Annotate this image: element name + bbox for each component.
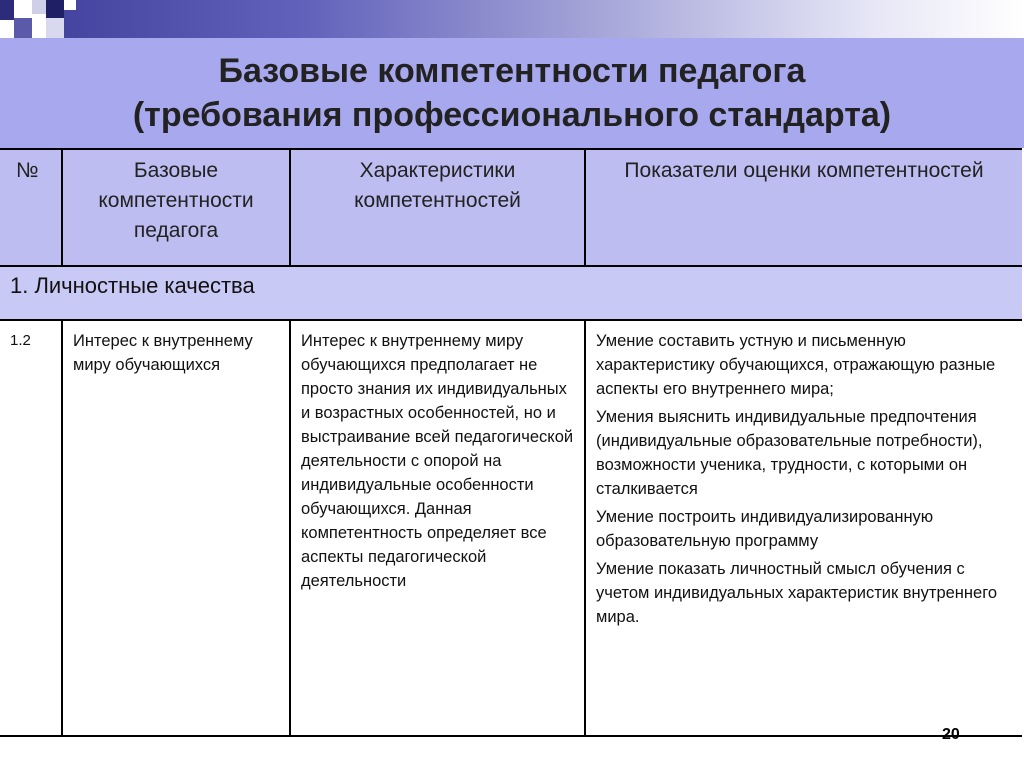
page-number: 20 — [942, 726, 960, 743]
decor-square — [14, 0, 32, 18]
decor-square — [32, 0, 46, 14]
page-title: Базовые компетентности педагога — [218, 52, 806, 90]
page-subtitle: (требования профессионального стандарта) — [132, 96, 892, 134]
table-header-row — [0, 149, 1022, 266]
decor-square — [0, 20, 14, 38]
table-row — [0, 320, 1022, 736]
decor-square — [46, 0, 64, 18]
title-area — [0, 38, 1024, 148]
section-row — [0, 266, 1022, 320]
row-characteristics: Интерес к внутреннему миру обучающихся предполагает не просто знания их индивидуальных и возрастных особенностей, но и выстраивание всей педагогической деятельности с опорой на индивидуальные особенности обучающихся. Данная компетентность определяет все аспекты педагогической деятельности — [290, 320, 585, 736]
header-characteristics: Характеристики компетентностей — [290, 149, 585, 266]
decor-square — [46, 18, 64, 38]
decor-square — [14, 18, 32, 38]
top-decorative-bar — [0, 0, 1024, 38]
decor-square — [64, 0, 76, 10]
header-competence: Базовые компетентности педагога — [62, 149, 290, 266]
header-num: № — [0, 149, 62, 266]
competence-table — [0, 148, 1022, 737]
indicator-item: Умение построить индивидуализированную образовательную программу — [596, 508, 934, 550]
decor-square — [0, 0, 14, 20]
decor-square — [32, 14, 46, 38]
indicator-item: Умение показать личностный смысл обучения с учетом индивидуальных характеристик внутреннего мира. — [596, 560, 998, 626]
section-title: 1. Личностные качества — [0, 266, 1022, 320]
row-num: 1.2 — [0, 320, 62, 736]
row-competence: Интерес к внутреннему миру обучающихся — [62, 320, 290, 736]
indicator-item: Умения выяснить индивидуальные предпочтения (индивидуальные образовательные потребности), возможности ученика, трудности, с которыми он сталкивается — [596, 408, 983, 498]
header-indicators: Показатели оценки компетентностей — [585, 149, 1022, 266]
indicator-item: Умение составить устную и письменную характеристику обучающихся, отражающую разные аспекты его внутреннего мира; — [596, 332, 996, 398]
row-indicators — [585, 320, 1022, 736]
